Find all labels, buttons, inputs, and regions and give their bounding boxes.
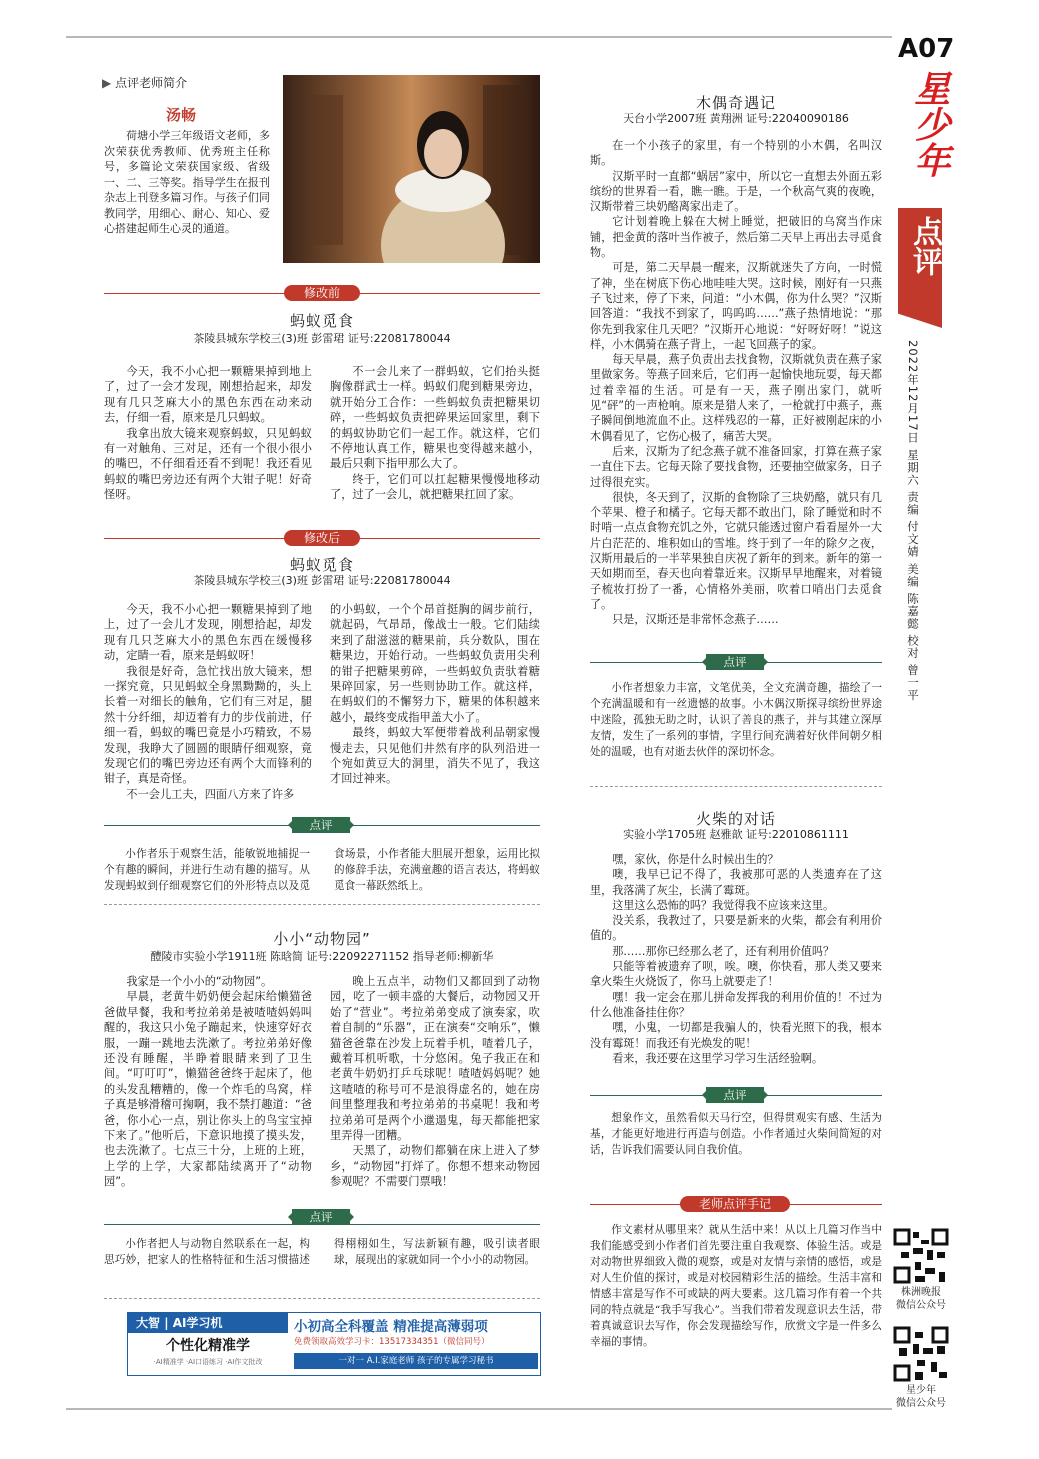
paragraph: 我家是一个小小的“动物园”。 [126,975,273,988]
after-col1 [104,602,312,802]
after-col2 [330,602,540,787]
teacher-bio: 荷塘小学三年级语文老师，多次荣获优秀教师、优秀班主任称号，多篇论文荣获国家级、省级一、二、三等奖。指导学生在报刊杂志上刊登多篇习作。与孩子们同教同学，用细心、耐心、知心、爱心搭建起师生心灵的通道。 [104,129,270,235]
before-col1 [104,364,312,503]
paragraph: 只是，汉斯还是非常怀念燕子…… [612,613,779,627]
paragraph: 嘿，小鬼，一切都是我骗人的，快看光照下的我，根本没有霉斑！而我还有光焕发的呢！ [590,1021,882,1050]
ad-line1: 个性化精准学 [166,1338,250,1354]
notes-tag: 老师点评手记 [680,1196,790,1212]
paragraph: 不一会儿来了一群蚂蚁，它们抬头挺胸像群武士一样。蚂蚁们爬到糖果旁边，就开始分工合作：一些蚂蚁负责把糖果切碎，一些蚂蚁负责把碎果运回家里，剩下的蚂蚁协助它们一起工作。就这样，它们不停地认真工作，糖果也变得越来越小，最后只剩下指甲那么大了。 [330,365,540,471]
zoo-byline: 醴陵市实验小学1911班 陈晗简 证号:22092271152 指导老师:柳新华 [150,950,494,963]
ad-brand-sub: AI学习机 [172,1316,223,1330]
qr-label-zhuzhou: 株洲晚报 微信公众号 [896,1287,946,1311]
puppet-body [590,138,882,628]
paragraph: 天黑了，动物们都躺在床上进入了梦乡，“动物园”打烊了。你想不想来动物园参观呢？不需要门票哦！ [330,1144,540,1189]
comment2-tag: 点评 [292,1209,350,1225]
qr-code-icon [893,1326,949,1382]
paragraph: 很快，冬天到了，汉斯的食物除了三块奶酪，就只有几个苹果、橙子和橘子。它每天都不敢出门，除了睡觉和时不时啃一点点食物充饥之外，它就只能透过窗户看看屋外一大片白茫茫的、堆积如山的雪堆。终于到了一年的除夕之夜，汉斯用最后的一半苹果独自庆祝了新年的到来。新年的第一天如期而至，春天也向着靠近来。汉斯早早地醒来，对着镜子梳妆打扮了一番，心情格外美丽，吹着口哨出门去觅食了。 [590,490,882,611]
qr-code-xingshaonian[interactable] [893,1326,949,1382]
ad-phone: 免费领取高效学习卡：13517334351（微信同号） [294,1337,490,1347]
paragraph: 我拿出放大镜来观察蚂蚁，只见蚂蚁有一对触角、三对足，还有一个很小很小的嘴巴，不仔细看还看不到呢！我还看见蚂蚁的嘴巴旁边还有两个大钳子呢！好奇怪呀。 [104,426,312,502]
ad-brand-name: 大智 [136,1316,161,1330]
qr-code-icon [893,1228,949,1284]
paragraph: 嘿！我一定会在那儿拼命发挥我的利用价值的！不过为什么他准备挂住你？ [590,990,882,1019]
paragraph: 它计划着晚上躲在大树上睡觉，把破旧的乌窝当作床铺，把金黄的落叶当作被子，然后第二天早上再出去寻觅食物。 [590,215,882,260]
paragraph: 看来，我还要在这里学习学习生活经验啊。 [612,1051,823,1065]
comment3-tag: 点评 [706,654,764,670]
teacher-portrait-icon [283,75,540,263]
comment4-text [590,1110,882,1158]
paragraph: 可是，第二天早晨一醒来，汉斯就迷失了方向，一时慌了神，坐在树底下伤心地哇哇大哭。这时候，刚好有一只燕子飞过来，停了下来，问道：“小木偶，你为什么哭？”汉斯回答道：“我找不到家了，呜呜呜……”燕子热情地说：“那你先到我家住几天吧？”汉斯开心地说：“好呀好呀！”说这样，小木偶骑在燕子背上，一起飞回燕子的家。 [590,261,882,351]
before-col2 [330,364,540,503]
teacher-heading [102,74,187,91]
paragraph: 早晨，老黄牛奶奶便会起床给懒猫爸爸做早餐，我和考拉弟弟是被喳喳妈妈叫醒的，我这只小兔子蹦起来，快速穿好衣服，一蹦一跳地去洗漱了。考拉弟弟好像还没有睡醒，半睁着眼睛来到了卫生间。“叮叮叮”，懒猫爸爸终于起床了，他的头发乱糟糟的，像一个炸毛的鸟窝，样子真是够滑稽可掬啊，我不禁打趣道：“爸爸，你小心一点，别让你头上的鸟宝宝掉下来了。”他听后，下意识地摸了摸头发，也去洗漱了。七点三十分，上班的上班，上学的上学，大家都陆续离开了“动物园”。 [104,990,312,1189]
paragraph: 每天早晨，燕子负责出去找食物，汉斯就负责在燕子家里做家务。等燕子回来后，它们再一起愉快地玩耍，每天都过着幸福的生活。可是有一天，燕子刚出家门，就听见“砰”的一声枪响。原来是猎人来了，一枪就打中燕子，燕子瞬间倒地流血不止。这样残忍的一幕，正好被刚起床的小木偶看见了，它伤心极了，痛苦大哭。 [590,353,882,443]
paragraph: 不一会儿工夫，四面八方来了许多 [126,787,295,801]
comment2-text [104,1236,540,1268]
top-rule [66,36,892,38]
dashed-divider [104,904,540,905]
paragraph: 后来，汉斯为了纪念燕子就不准备回家，打算在燕子家一直住下去。它每天除了要找食物，还要抽空做家务，日子过得很充实。 [590,444,882,489]
paragraph: 在一个小孩子的家里，有一个特别的小木偶，名叫汉斯。 [590,139,882,168]
paragraph: 今天，我不小心把一颗糖果掉到地上了，过了一会才发现，刚想拾起来，却发现有几只芝麻大小的黑色东西在动来动去，仔细一看，原来是几只蚂蚁。 [104,365,312,425]
paragraph: 终于，它们可以扛起糖果慢慢地移动了，过了一会儿，就把糖果扛回了家。 [330,472,540,502]
paragraph: 嘿，家伙，你是什么时候出生的？ [612,853,779,866]
paragraph: 晚上五点半，动物们又都回到了动物园，吃了一顿丰盛的大餐后，动物园又开始了“营业”。考拉弟弟变成了演奏家，吹着自制的“乐器”，正在演奏“交响乐”，懒猫爸爸靠在沙发上玩着手机，喳着几子，戴着耳机听歌，十分悠闲。兔子我正在和老黄牛奶奶打乒乓球呢！喳喳妈妈呢？她这喳喳的称号可不是浪得虚名的，她在房间里整理我和考拉弟弟的书桌呢！我和考拉弟弟可是两个小邋遢鬼，每天都能把家里弄得一团糟。 [330,975,540,1143]
qr-code-zhuzhou[interactable] [893,1228,949,1284]
paragraph: 汉斯平时一直都“蜗居”家中，所以它一直想去外面五彩缤纷的世界看一看，瞧一瞧。于是，一个秋高气爽的夜晚，汉斯带着三块奶酪离家出走了。 [590,169,882,214]
before-tag: 修改前 [284,285,360,301]
comment1-text [104,846,540,894]
paragraph: 今天，我不小心把一颗糖果掉到了地上，过了一会儿才发现，刚想拾起，却发现有几只芝麻大小的黑色东西在缓慢移动，定睛一看，原来是蚂蚁呀！ [104,603,312,663]
paragraph: 噢，我早已记不得了，我被那可恶的人类遗弃在了这里，我落满了灰尘，长满了霉斑。 [590,868,882,897]
notes-text [590,1222,882,1350]
advertisement[interactable] [127,1312,541,1376]
zoo-title: 小小“动物园” [273,930,371,948]
teacher-photo [283,75,540,263]
qr-label-xingshaonian: 星少年 微信公众号 [896,1385,946,1409]
ad-line2: 小初高全科覆盖 精准提高薄弱项 [294,1319,488,1335]
date-line: 2022年12月17日 星期六 责编 付文婧 美编 陈嘉懿 校对 曾一平 [906,340,920,702]
bottom-rule [66,1408,892,1410]
comment3-text [590,680,882,760]
paragraph: 小作者想象力丰富，文笔优美，全文充满奇趣，描绘了一个充满温暖和有一丝遗憾的故事。小木偶汉斯探寻缤纷世界途中迷险，孤独无助之时，认识了善良的燕子，并与其建立深厚友情，发生了一系列的事情，字里行间充满着好伙伴间朝夕相处的温暖，也有对逝去伙伴的深切怀念。 [590,682,882,758]
dashed-divider [104,1298,540,1299]
comment4-tag: 点评 [706,1087,764,1103]
zoo-col2 [330,974,540,1190]
paragraph: 没关系，我教过了，只要是新来的火柴，都会有利用价值的。 [590,914,882,943]
teacher-heading-text: 点评老师简介 [115,76,188,90]
paragraph: 我很是好奇，急忙找出放大镜来，想一探究竟，只见蚂蚁全身黑黝黝的，头上长着一对细长的触角，它们有三对足，腿然十分纤细，却迈着有力的步伐前进，仔细一看，蚂蚁的嘴巴竟是小巧精致，不易发现，我睁大了圆圆的眼睛仔细观察，竟发现它们的嘴巴旁边还有两个大而锋利的钳子，真是奇怪。 [104,664,312,786]
ad-brand: 大智 | AI学习机 [128,1313,288,1333]
after-tag: 修改后 [284,530,360,546]
before-title: 蚂蚁觅食 [289,312,354,330]
page-number: A07 [898,34,955,64]
paragraph: 这里这么恐怖的吗？我觉得我不应该来这里。 [612,898,835,912]
comment1-tag: 点评 [292,817,350,833]
after-title: 蚂蚁觅食 [289,556,354,574]
after-byline: 茶陵县城东学校三(3)班 彭雷珺 证号:22081780044 [193,574,451,587]
match-body [590,852,882,1066]
puppet-byline: 天台小学2007班 黄翔洲 证号:22040090186 [623,112,849,125]
paragraph: 作文素材从哪里来？就从生活中来！从以上几篇习作当中我们能感受到小作者们首先要注重自我观察、体验生活。或是对动物世界细致入微的观察，或是对友情与亲情的感悟，或是对人生价值的探讨，或是对校园精彩生活的描绘。生活丰富和情感丰富是写作不可或缺的两大要素。这几篇习作有着一个共同的特点就是“我手写我心”。当我们带着发现意识去生活，带着真诚意识去写作，你会发现描绘写作，欣赏文字是一件多么幸福的事情。 [590,1224,882,1348]
paragraph: 只能等着被遗弃了呗，唉。噢，你快看，那人类又要来拿火柴生火烧饭了，你马上就要走了！ [590,960,882,989]
match-title: 火柴的对话 [695,810,776,828]
before-byline: 茶陵县城东学校三(3)班 彭雷珺 证号:22081780044 [193,332,451,345]
masthead-logo: 星少年 [909,70,950,178]
paragraph: 的小蚂蚁，一个个昂首挺胸的阔步前行，就起码，气昂昂，像战士一般。它们陆续来到了甜滋滋的糖果前，兵分数队，围在糖果边，开始行动。一些蚂蚁负责用尖利的钳子把糖果剪碎，一些蚂蚁负责驮着糖果碎回家，另一些则协助工作。就这样，在蚂蚁们的不懈努力下，糖果的体积越来越小，最终变成指甲盖大小了。 [330,603,540,724]
paragraph: 小作者把人与动物自然联系在一起，构思巧妙，把家人的性格特征和生活习惯描述得栩栩如生，写法新颖有趣，吸引读者眼球，展现出的家就如同一个小小的动物园。 [104,1238,540,1266]
paragraph: 那……那你已经那么老了，还有利用价值吗？ [612,944,835,958]
puppet-title: 木偶奇遇记 [695,94,776,112]
match-byline: 实验小学1705班 赵雅歆 证号:22010861111 [623,828,849,841]
zoo-col1 [104,974,312,1190]
arrow-icon: ▶ [102,76,112,90]
paragraph: 小作者乐于观察生活，能敏锐地捕捉一个有趣的瞬间，并进行生动有趣的描写。从发现蚂蚁到仔细观察它们的外形特点以及觅食场景，小作者能大胆展开想象，运用比拟的修辞手法，充满童趣的语言表达，将蚂蚁觅食一幕跃然纸上。 [104,848,540,892]
section-title: 点评 [907,216,942,276]
ad-small: ·AI精准学 ·AI口语练习 ·AI作文批改 [153,1358,263,1366]
dashed-divider [590,786,882,787]
paragraph: 想象作文，虽然看似天马行空，但得贯观实有感、生活为基，才能更好地进行再造与创造。小作者通过火柴间简短的对话，告诉我们需要认同自我价值。 [590,1112,882,1156]
ad-slogan: 一对一 A.I.家庭老师 孩子的专属学习秘书 [294,1353,538,1369]
teacher-name: 汤畅 [166,106,197,124]
paragraph: 最终，蚂蚁大军便带着战利品朝家慢慢走去，只见他们井然有序的队列沿进一个宛如黄豆大的洞里，消失不见了，我这才回过神来。 [330,726,540,786]
